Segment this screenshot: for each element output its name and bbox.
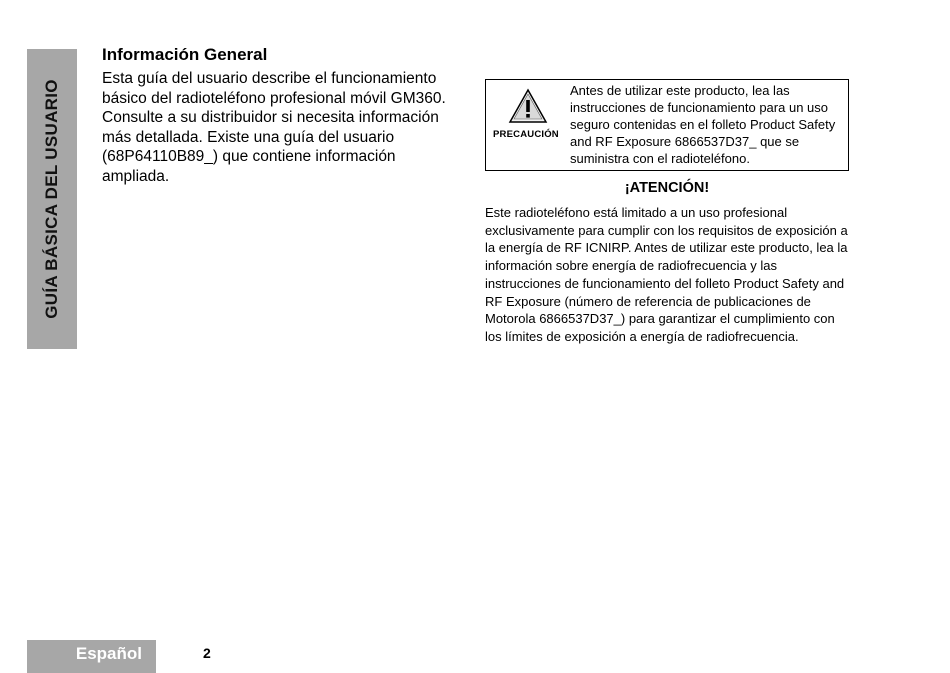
attention-title: ¡ATENCIÓN! [624, 180, 710, 196]
section-body: Esta guía del usuario describe el funcionamiento básico del radioteléfono profesional móvil GM360. Consulte a su distribuidor si necesita información más detallada. Existe una guía del usuario (68P64110B89_) que contiene información ampliada. [102, 70, 446, 185]
footer-language-label: Español [75, 644, 142, 663]
side-section-tab [27, 49, 77, 349]
caution-label: PRECAUCIÓN [493, 129, 559, 140]
footer-language-tab [27, 640, 156, 673]
page-number: 2 [203, 645, 211, 661]
warning-triangle-icon [508, 88, 548, 124]
attention-text: Este radioteléfono está limitado a un uso profesional exclusivamente para cumplir con los requisitos de exposición a la energía de RF ICNIRP. Antes de utilizar este producto, lea la información sobre energía de radiofrecuencia y las instrucciones de funcionamiento del folleto Product Safety and RF Exposure (número de referencia de publicaciones de Motorola 6866537D37_) para garantizar el cumplimiento con los límites de exposición a energía de radiofrecuencia. [485, 205, 848, 344]
caution-box [485, 79, 849, 171]
side-section-tab-label: GUÍA BÁSICA DEL USUARIO [42, 79, 61, 319]
section-title: Información General [102, 45, 268, 64]
caution-text: Antes de utilizar este producto, lea las instrucciones de funcionamiento para un uso seguro contenidas en el folleto Product Safety and RF Exposure 6866537D37_ que se suministra con el radioteléfono. [570, 83, 836, 166]
